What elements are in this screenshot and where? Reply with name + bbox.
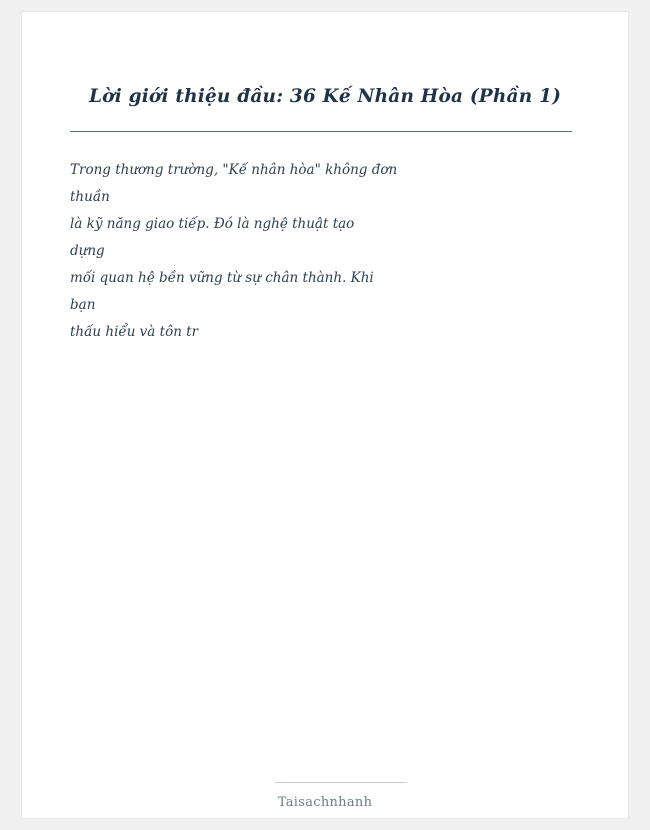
page-title: Lời giới thiệu đầu: 36 Kế Nhân Hòa (Phần 1): [88, 86, 562, 107]
footer-divider: [275, 782, 407, 783]
document-body: [70, 157, 540, 346]
body-line: thấu hiểu và tôn tr: [70, 324, 199, 340]
body-line: Trong thương trường, "Kế nhân hòa" không đơn: [70, 162, 398, 178]
body-line: là kỹ năng giao tiếp. Đó là nghệ thuật tạo: [70, 216, 355, 232]
document-page: [22, 12, 628, 818]
body-line: dựng: [70, 243, 105, 259]
footer-brand: Taisachnhanh: [277, 795, 373, 810]
body-line: mối quan hệ bền vững từ sự chân thành. Khi: [70, 270, 374, 286]
body-line: thuần: [70, 189, 110, 205]
body-line: bạn: [70, 297, 96, 313]
title-divider: [70, 131, 572, 132]
